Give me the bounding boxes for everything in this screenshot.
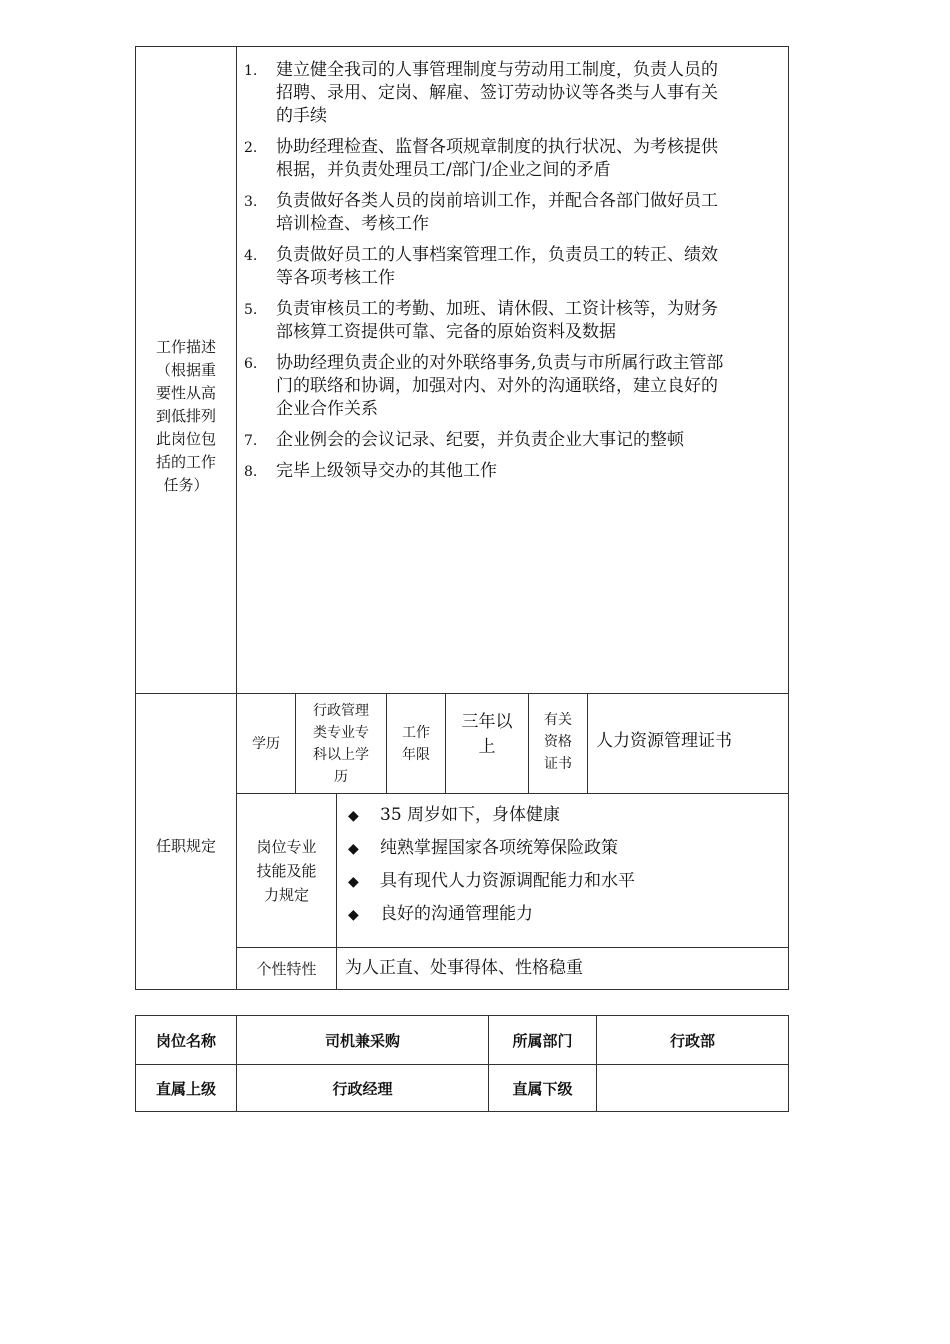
skill-text: 良好的沟通管理能力 xyxy=(380,904,533,924)
skill-item xyxy=(348,803,635,828)
skill-item xyxy=(348,869,635,894)
duty-text-line: 根据，并负责处理员工/部门/企业之间的矛盾 xyxy=(276,160,611,180)
diamond-bullet-icon: ◆ xyxy=(348,874,359,890)
duty-number: 5. xyxy=(244,302,258,318)
duty-number: 4. xyxy=(244,248,258,264)
direct-subordinate-label: 直属下级 xyxy=(512,1079,573,1098)
experience-label-line: 年限 xyxy=(402,746,430,763)
duty-text-line: 协助经理负责企业的对外联络事务,负责与市所属行政主管部 xyxy=(276,353,724,373)
skills-label-line: 力规定 xyxy=(263,885,309,904)
diamond-bullet-icon: ◆ xyxy=(348,907,359,923)
label-line: 括的工作 xyxy=(155,453,216,471)
duty-text-line: 企业合作关系 xyxy=(276,399,378,419)
education-value-line: 历 xyxy=(334,768,348,785)
duty-item xyxy=(244,244,784,290)
duty-text-line: 门的联络和协调，加强对内、对外的沟通联络，建立良好的 xyxy=(276,376,718,396)
duty-text-line: 企业例会的会议记录、纪要，并负责企业大事记的整顿 xyxy=(276,430,684,450)
direct-subordinate-value xyxy=(597,1065,788,1111)
duty-number: 6. xyxy=(244,356,258,372)
education-value-line: 行政管理 xyxy=(313,702,369,719)
duty-text-line: 负责做好各类人员的岗前培训工作，并配合各部门做好员工 xyxy=(276,191,718,211)
duty-text-line: 招聘、录用、定岗、解雇、签订劳动协议等各类与人事有关 xyxy=(276,83,718,103)
diamond-bullet-icon: ◆ xyxy=(348,841,359,857)
experience-label-line: 工作 xyxy=(402,724,430,741)
certificate-label-line: 有关 xyxy=(544,711,572,728)
skill-item xyxy=(348,902,635,927)
label-line: （根据重 xyxy=(155,361,216,379)
education-value-line: 类专业专 xyxy=(313,724,369,741)
position-name-label: 岗位名称 xyxy=(155,1031,216,1050)
certificate-value: 人力资源管理证书 xyxy=(596,731,732,751)
diamond-bullet-icon: ◆ xyxy=(348,808,359,824)
experience-value-line: 上 xyxy=(478,736,496,757)
duty-item xyxy=(244,352,784,421)
experience-value-line: 三年以 xyxy=(461,711,513,732)
duty-number: 1. xyxy=(244,63,258,79)
duty-item xyxy=(244,460,784,483)
education-value-line: 科以上学 xyxy=(313,746,369,763)
skills-label-line: 技能及能 xyxy=(256,861,317,880)
duty-text-line: 协助经理检查、监督各项规章制度的执行状况、为考核提供 xyxy=(276,137,718,157)
job-description-table xyxy=(135,46,789,990)
duty-text-line: 负责审核员工的考勤、加班、请休假、工资计核等，为财务 xyxy=(276,299,718,319)
skill-text: 具有现代人力资源调配能力和水平 xyxy=(380,871,635,891)
duty-number: 2. xyxy=(244,140,258,156)
label-line: 要性从高 xyxy=(155,384,216,402)
requirements-label: 任职规定 xyxy=(155,837,216,855)
duty-text-line: 建立健全我司的人事管理制度与劳动用工制度，负责人员的 xyxy=(276,60,718,80)
position-name-value: 司机兼采购 xyxy=(324,1031,400,1050)
skill-item xyxy=(348,836,635,861)
duty-text-line: 等各项考核工作 xyxy=(276,268,395,288)
duty-text-line: 完毕上级领导交办的其他工作 xyxy=(276,461,497,481)
label-line: 此岗位包 xyxy=(155,430,216,448)
duty-item xyxy=(244,298,784,344)
department-label: 所属部门 xyxy=(512,1031,573,1050)
certificate-label-line: 证书 xyxy=(544,755,572,772)
direct-superior-label: 直属上级 xyxy=(155,1079,216,1098)
skill-text: 纯熟掌握国家各项统筹保险政策 xyxy=(380,838,618,858)
duty-text-line: 培训检查、考核工作 xyxy=(276,214,429,234)
duty-item xyxy=(244,429,784,452)
duty-text-line: 的手续 xyxy=(276,106,327,126)
department-value: 行政部 xyxy=(669,1031,715,1050)
label-line: 任务） xyxy=(163,476,209,494)
personality-label: 个性特性 xyxy=(256,959,317,978)
personality-value: 为人正直、处事得体、性格稳重 xyxy=(345,958,583,978)
certificate-label xyxy=(529,692,587,791)
position-info-table xyxy=(135,1015,789,1112)
experience-label xyxy=(387,694,445,793)
skills-label xyxy=(237,794,336,947)
education-label: 学历 xyxy=(252,735,280,752)
skill-text: 35 周岁如下，身体健康 xyxy=(380,805,561,825)
duty-item xyxy=(244,59,784,128)
skills-label-line: 岗位专业 xyxy=(256,837,317,856)
duties-list xyxy=(244,59,784,491)
duty-item xyxy=(244,136,784,182)
education-value xyxy=(296,694,386,793)
duty-text-line: 部核算工资提供可靠、完备的原始资料及数据 xyxy=(276,322,616,342)
label-line: 到低排列 xyxy=(155,407,216,425)
duty-item xyxy=(244,190,784,236)
label-line: 工作描述 xyxy=(155,338,216,356)
duty-number: 8. xyxy=(244,464,258,480)
duty-number: 7. xyxy=(244,433,258,449)
skills-list xyxy=(348,803,635,935)
direct-superior-value: 行政经理 xyxy=(332,1079,393,1098)
experience-value xyxy=(446,685,528,784)
duty-number: 3. xyxy=(244,194,258,210)
job-description-label xyxy=(136,336,236,497)
certificate-label-line: 资格 xyxy=(544,733,572,750)
duty-text-line: 负责做好员工的人事档案管理工作，负责员工的转正、绩效 xyxy=(276,245,718,265)
